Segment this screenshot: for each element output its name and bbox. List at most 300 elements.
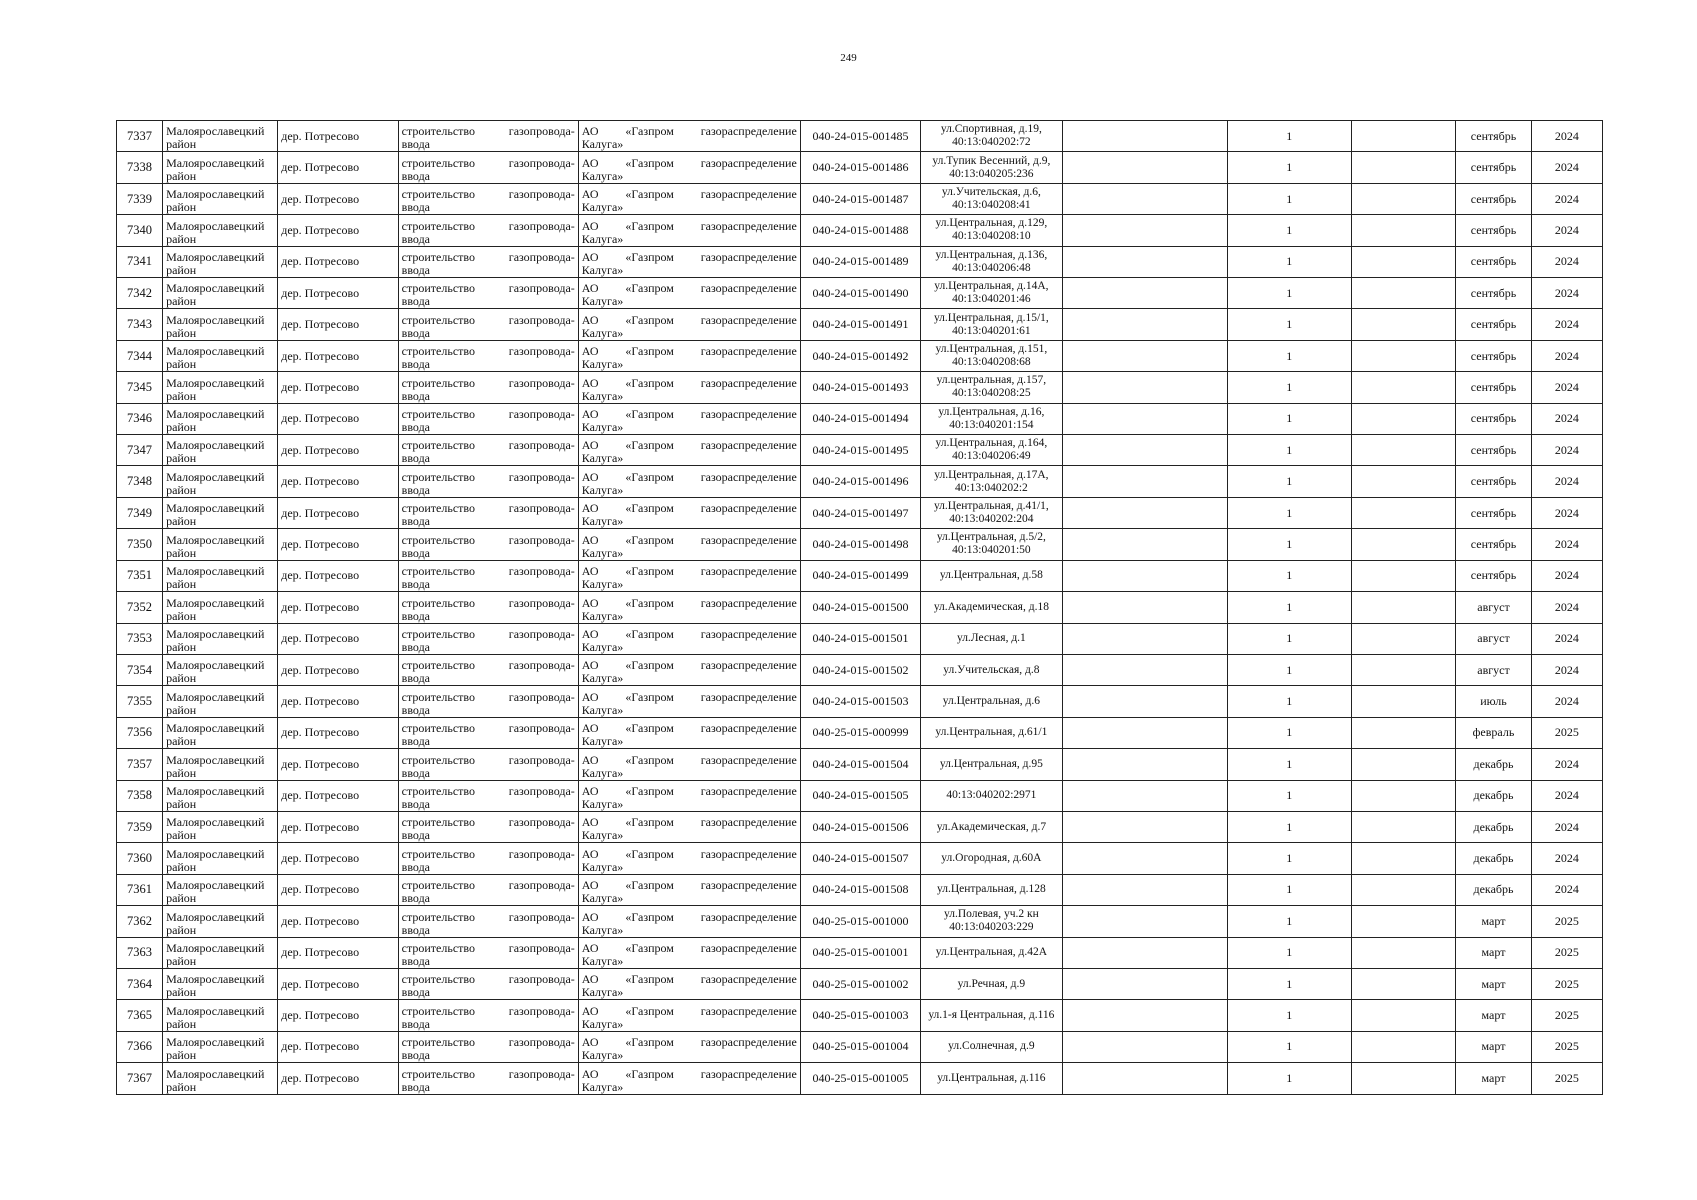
org-word-2: «Газпром [625,1067,674,1081]
address-line1: ул.Центральная, д.136, [935,248,1048,261]
district-line2: район [166,734,197,749]
organization-cell [578,843,800,874]
organization-cell [578,623,800,654]
work-type-line1 [402,597,575,610]
organization-line1 [582,157,797,170]
district-line2: район [166,137,197,152]
address-cell [921,403,1062,434]
work-word-1: строительство [401,1003,475,1018]
application-code: 040-24-015-001499 [800,560,920,591]
org-word-3: газораспределение [700,501,797,516]
quantity-cell: 1 [1228,121,1352,152]
village-cell: дер. Потресово [278,623,398,654]
address-line1: ул.Центральная, д.15/1, [933,311,1049,324]
org-word-2: «Газпром [625,407,674,422]
empty-cell [1351,1031,1456,1062]
application-code: 040-24-015-001506 [800,811,920,842]
village-cell: дер. Потресово [278,466,398,497]
address-cell [921,1000,1062,1031]
row-number: 7356 [117,717,163,748]
address-line1: ул.Центральная, д.14А, [934,280,1049,293]
work-word-2: газопровода- [508,312,575,327]
empty-cell [1062,466,1227,497]
address-cell [921,121,1062,152]
empty-cell [1351,874,1456,905]
district-line1: Малоярославецкий [166,752,265,767]
table-row [117,403,1603,434]
org-word-1: АО [581,878,599,893]
row-number: 7343 [117,309,163,340]
org-word-2: «Газпром [625,250,674,265]
work-type-cell [398,874,578,905]
application-code: 040-24-015-001496 [800,466,920,497]
work-type-line2: ввода [401,796,431,811]
district-line2: район [166,608,197,623]
row-number: 7346 [117,403,163,434]
work-type-cell [398,215,578,246]
district-line2: район [166,796,197,811]
work-type-cell [398,749,578,780]
empty-cell [1062,623,1227,654]
organization-cell [578,968,800,999]
district-cell [163,278,278,309]
quantity-cell: 1 [1228,215,1352,246]
address-line1: ул.Центральная, д.5/2, [936,531,1046,544]
address-cell [921,780,1062,811]
organization-cell [578,780,800,811]
organization-line1 [582,534,797,547]
address-cell [921,183,1062,214]
district-line1: Малоярославецкий [166,815,265,830]
work-type-line2: ввода [401,985,431,1000]
organization-line2: Калуга» [581,482,624,497]
month-cell: март [1456,937,1531,968]
org-word-3: газораспределение [700,940,797,955]
org-word-1: АО [581,344,599,359]
org-word-3: газораспределение [700,250,797,265]
district-line1: Малоярославецкий [166,1067,265,1081]
village-cell: дер. Потресово [278,874,398,905]
table-row [117,215,1603,246]
district-cell [163,717,278,748]
quantity-cell: 1 [1228,309,1352,340]
application-code: 040-25-015-001003 [800,1000,920,1031]
village-cell: дер. Потресово [278,1031,398,1062]
year-cell: 2024 [1531,309,1602,340]
work-word-1: строительство [401,878,475,893]
application-code: 040-24-015-001487 [800,183,920,214]
org-word-1: АО [581,124,599,139]
address-cell [921,968,1062,999]
district-cell [163,497,278,528]
work-type-cell [398,121,578,152]
year-cell: 2025 [1531,1031,1602,1062]
org-word-1: АО [581,689,599,704]
year-cell: 2024 [1531,215,1602,246]
org-word-1: АО [581,312,599,327]
address-line2: 40:13:040205:236 [949,167,1034,180]
org-word-3: газораспределение [700,344,797,359]
work-word-2: газопровода- [508,469,575,484]
work-type-line2: ввода [401,200,431,215]
district-line1: Малоярославецкий [166,783,265,798]
organization-line2: Калуга» [581,1016,624,1031]
quantity-cell: 1 [1228,780,1352,811]
work-type-line2: ввода [401,514,431,529]
table-row [117,152,1603,183]
work-type-line1 [402,691,575,704]
district-line1: Малоярославецкий [166,375,265,390]
district-line1: Малоярославецкий [166,846,265,861]
address-cell [921,529,1062,560]
district-line2: район [166,231,197,246]
month-cell: сентябрь [1456,152,1531,183]
empty-cell [1351,309,1456,340]
org-word-1: АО [581,972,599,987]
work-type-line2: ввода [401,734,431,749]
address-line1: ул.Центральная, д.151, [935,343,1048,356]
organization-line1 [582,911,797,924]
address-line1: ул.Центральная, д.6 [942,695,1041,708]
application-code: 040-25-015-001002 [800,968,920,999]
village-cell: дер. Потресово [278,686,398,717]
month-cell: март [1456,906,1531,937]
district-cell [163,592,278,623]
address-cell [921,623,1062,654]
work-type-line2: ввода [401,828,431,843]
organization-cell [578,278,800,309]
year-cell: 2025 [1531,1000,1602,1031]
org-word-2: «Газпром [625,783,674,798]
empty-cell [1062,654,1227,685]
organization-line2: Калуга» [581,671,624,686]
empty-cell [1351,623,1456,654]
work-type-line2: ввода [401,859,431,874]
district-line1: Малоярославецкий [166,972,265,987]
empty-cell [1062,372,1227,403]
org-word-1: АО [581,626,599,641]
district-line2: район [166,1048,197,1063]
district-line2: район [166,639,197,654]
quantity-cell: 1 [1228,623,1352,654]
village-cell: дер. Потресово [278,937,398,968]
work-word-2: газопровода- [508,940,575,955]
work-type-cell [398,968,578,999]
organization-line2: Калуга» [581,891,624,906]
address-line1: ул.Центральная, д.61/1 [935,726,1048,739]
row-number: 7359 [117,811,163,842]
work-type-cell [398,780,578,811]
organization-line2: Калуга» [581,1048,624,1063]
work-word-1: строительство [401,124,475,139]
work-word-1: строительство [401,532,475,547]
org-word-3: газораспределение [700,1003,797,1018]
district-line2: район [166,325,197,340]
district-line1: Малоярославецкий [166,438,265,453]
work-type-cell [398,623,578,654]
district-line1: Малоярославецкий [166,564,265,579]
district-cell [163,937,278,968]
empty-cell [1062,968,1227,999]
work-type-line1 [402,534,575,547]
address-line1: ул.Учительская, д.6, [941,186,1041,199]
table-row [117,121,1603,152]
year-cell: 2024 [1531,278,1602,309]
district-cell [163,435,278,466]
work-word-2: газопровода- [508,783,575,798]
work-word-1: строительство [401,375,475,390]
district-line1: Малоярославецкий [166,469,265,484]
work-word-1: строительство [401,564,475,579]
work-word-2: газопровода- [508,155,575,170]
work-type-cell [398,843,578,874]
district-cell [163,183,278,214]
district-line2: район [166,294,197,309]
address-line1: ул.Речная, д.9 [957,977,1026,990]
empty-cell [1351,497,1456,528]
address-cell [921,717,1062,748]
month-cell: сентябрь [1456,215,1531,246]
district-cell [163,1000,278,1031]
work-word-1: строительство [401,658,475,673]
organization-line2: Калуга» [581,828,624,843]
empty-cell [1351,686,1456,717]
district-cell [163,309,278,340]
address-cell [921,278,1062,309]
organization-line1 [582,597,797,610]
page-number: 249 [840,52,857,64]
quantity-cell: 1 [1228,403,1352,434]
work-type-line1 [402,314,575,327]
table-row [117,843,1603,874]
empty-cell [1062,874,1227,905]
work-word-2: газопровода- [508,689,575,704]
month-cell: декабрь [1456,780,1531,811]
empty-cell [1062,435,1227,466]
organization-cell [578,340,800,371]
address-line1: ул.Полевая, уч.2 кн [943,908,1039,921]
district-line2: район [166,953,197,968]
quantity-cell: 1 [1228,278,1352,309]
address-cell [921,906,1062,937]
work-word-1: строительство [401,469,475,484]
empty-cell [1351,749,1456,780]
table-row [117,1031,1603,1062]
quantity-cell: 1 [1228,340,1352,371]
organization-cell [578,183,800,214]
quantity-cell: 1 [1228,811,1352,842]
row-number: 7351 [117,560,163,591]
address-line1: ул.Солнечная, д.9 [948,1040,1035,1053]
org-word-1: АО [581,815,599,830]
org-word-1: АО [581,595,599,610]
empty-cell [1351,152,1456,183]
village-cell: дер. Потресово [278,340,398,371]
work-word-2: газопровода- [508,595,575,610]
address-cell [921,843,1062,874]
village-cell: дер. Потресово [278,749,398,780]
year-cell: 2024 [1531,560,1602,591]
work-type-cell [398,152,578,183]
month-cell: сентябрь [1456,466,1531,497]
empty-cell [1351,592,1456,623]
application-code: 040-24-015-001492 [800,340,920,371]
month-cell: декабрь [1456,749,1531,780]
district-cell [163,560,278,591]
work-type-cell [398,529,578,560]
quantity-cell: 1 [1228,435,1352,466]
organization-cell [578,811,800,842]
org-word-1: АО [581,940,599,955]
empty-cell [1062,843,1227,874]
organization-line2: Калуга» [581,985,624,1000]
org-word-2: «Газпром [625,532,674,547]
quantity-cell: 1 [1228,497,1352,528]
application-code: 040-24-015-001497 [800,497,920,528]
quantity-cell: 1 [1228,560,1352,591]
empty-cell [1351,215,1456,246]
empty-cell [1351,246,1456,277]
district-cell [163,1063,278,1095]
quantity-cell: 1 [1228,183,1352,214]
year-cell: 2025 [1531,937,1602,968]
empty-cell [1062,529,1227,560]
month-cell: сентябрь [1456,435,1531,466]
district-line2: район [166,388,197,403]
work-word-1: строительство [401,972,475,987]
year-cell: 2024 [1531,152,1602,183]
work-type-line2: ввода [401,639,431,654]
district-cell [163,811,278,842]
org-word-3: газораспределение [700,1035,797,1050]
year-cell: 2025 [1531,968,1602,999]
work-type-line2: ввода [401,922,431,937]
organization-line2: Калуга» [581,200,624,215]
table-row [117,623,1603,654]
village-cell: дер. Потресово [278,843,398,874]
month-cell: март [1456,1031,1531,1062]
application-code: 040-24-015-001493 [800,372,920,403]
year-cell: 2024 [1531,592,1602,623]
village-cell: дер. Потресово [278,246,398,277]
empty-cell [1351,529,1456,560]
org-word-3: газораспределение [700,375,797,390]
address-line2: 40:13:040202:2 [954,481,1028,494]
address-line1: ул.Центральная, д.95 [939,757,1043,770]
quantity-cell: 1 [1228,529,1352,560]
work-type-line2: ввода [401,671,431,686]
empty-cell [1351,906,1456,937]
year-cell: 2025 [1531,717,1602,748]
month-cell: сентябрь [1456,278,1531,309]
district-line2: район [166,765,197,780]
village-cell: дер. Потресово [278,403,398,434]
org-word-3: газораспределение [700,469,797,484]
org-word-3: газораспределение [700,752,797,767]
address-line1: ул.Академическая, д.18 [933,600,1049,613]
organization-cell [578,717,800,748]
year-cell: 2024 [1531,529,1602,560]
work-word-2: газопровода- [508,124,575,139]
org-word-3: газораспределение [700,155,797,170]
month-cell: март [1456,1063,1531,1095]
organization-line2: Калуга» [581,859,624,874]
quantity-cell: 1 [1228,749,1352,780]
organization-cell [578,560,800,591]
district-cell [163,968,278,999]
application-code: 040-24-015-001500 [800,592,920,623]
table-row [117,246,1603,277]
work-word-2: газопровода- [508,909,575,924]
application-code: 040-24-015-001488 [800,215,920,246]
work-word-2: газопровода- [508,626,575,641]
work-type-line2: ввода [401,137,431,152]
row-number: 7357 [117,749,163,780]
month-cell: декабрь [1456,874,1531,905]
quantity-cell: 1 [1228,906,1352,937]
org-word-1: АО [581,658,599,673]
work-word-1: строительство [401,595,475,610]
year-cell: 2024 [1531,340,1602,371]
work-type-line1 [402,157,575,170]
district-cell [163,780,278,811]
month-cell: сентябрь [1456,183,1531,214]
work-word-1: строительство [401,909,475,924]
address-line2: 40:13:040208:10 [952,230,1031,243]
work-word-2: газопровода- [508,721,575,736]
work-type-line2: ввода [401,357,431,372]
address-line1: ул.Центральная, д.42А [935,946,1048,959]
month-cell: август [1456,654,1531,685]
address-cell [921,560,1062,591]
table-row [117,937,1603,968]
address-line2: 40:13:040206:49 [952,450,1031,463]
org-word-1: АО [581,721,599,736]
district-line1: Малоярославецкий [166,1003,265,1018]
row-number: 7364 [117,968,163,999]
organization-cell [578,152,800,183]
work-type-line1 [402,754,575,767]
quantity-cell: 1 [1228,937,1352,968]
work-word-2: газопровода- [508,501,575,516]
empty-cell [1351,560,1456,591]
work-type-cell [398,811,578,842]
district-cell [163,749,278,780]
empty-cell [1351,811,1456,842]
address-cell [921,749,1062,780]
work-type-line2: ввода [401,325,431,340]
address-cell [921,811,1062,842]
empty-cell [1062,749,1227,780]
address-cell [921,215,1062,246]
work-word-1: строительство [401,783,475,798]
organization-line2: Калуга» [581,420,624,435]
organization-cell [578,529,800,560]
village-cell: дер. Потресово [278,529,398,560]
organization-line2: Калуга» [581,545,624,560]
row-number: 7352 [117,592,163,623]
work-type-cell [398,937,578,968]
empty-cell [1351,340,1456,371]
org-word-3: газораспределение [700,407,797,422]
work-type-line2: ввода [401,1016,431,1031]
org-word-2: «Газпром [625,438,674,453]
address-line2: 40:13:040201:154 [949,418,1034,431]
month-cell: сентябрь [1456,309,1531,340]
org-word-3: газораспределение [700,564,797,579]
org-word-1: АО [581,438,599,453]
month-cell: сентябрь [1456,246,1531,277]
